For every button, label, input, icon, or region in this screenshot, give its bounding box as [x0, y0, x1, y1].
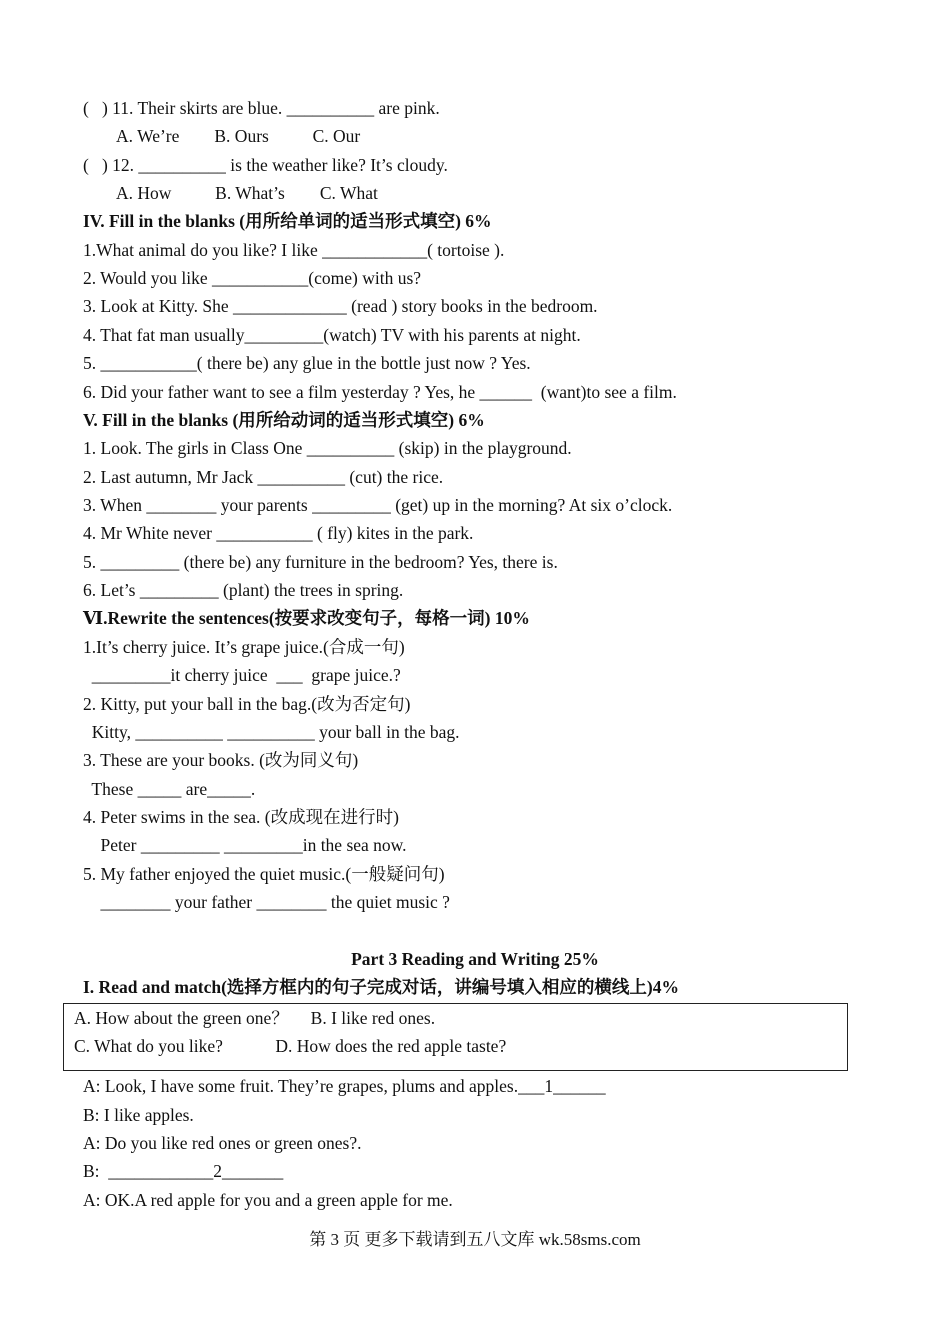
section-4-heading: IV. Fill in the blanks (用所给单词的适当形式填空) 6%: [83, 211, 492, 231]
section-6-heading: Ⅵ.Rewrite the sentences(按要求改变句子，每格一词) 10%: [83, 608, 530, 628]
section-6-line: 3. These are your books. (改为同义句): [83, 750, 359, 770]
section-6-line: 4. Peter swims in the sea. (改成现在进行时): [83, 807, 399, 827]
dialogue-line: B: I like apples.: [83, 1105, 194, 1125]
options-box-line-1: A. How about the green one？ B. I like red ones.: [74, 1008, 436, 1028]
section-4-item: 6. Did your father want to see a film yesterday ? Yes, he ______ (want)to see a film.: [83, 382, 677, 402]
section-6-line: ________ your father ________ the quiet music ?: [83, 892, 450, 912]
section-5-heading: V. Fill in the blanks (用所给动词的适当形式填空) 6%: [83, 410, 485, 430]
section-5-item: 3. When ________ your parents _________ (get) up in the morning? At six o’clock.: [83, 495, 673, 515]
section-6-line: These _____ are_____.: [83, 779, 256, 799]
question-12-options: A. How B. What’s C. What: [116, 183, 378, 203]
section-4-item: 5. ___________( there be) any glue in the bottle just now ? Yes.: [83, 353, 531, 373]
dialogue-line: A: Look, I have some fruit. They’re grapes, plums and apples.___1______: [83, 1076, 606, 1096]
dialogue-line: B: ____________2_______: [83, 1161, 284, 1181]
part-3-title: Part 3 Reading and Writing 25%: [351, 949, 599, 969]
section-6-line: 5. My father enjoyed the quiet music.(一般疑问句): [83, 864, 445, 884]
page-footer: 第 3 页 更多下载请到五八文库 wk.58sms.com: [309, 1230, 641, 1249]
section-5-item: 1. Look. The girls in Class One __________ (skip) in the playground.: [83, 438, 572, 458]
section-4-item: 2. Would you like ___________(come) with us?: [83, 268, 422, 288]
question-11: ( ) 11. Their skirts are blue. __________ are pink.: [83, 98, 440, 118]
section-6-line: 2. Kitty, put your ball in the bag.(改为否定句): [83, 694, 411, 714]
section-6-line: _________it cherry juice ___ grape juice.?: [83, 665, 401, 685]
question-11-options: A. We’re B. Ours C. Our: [116, 126, 361, 146]
section-4-item: 4. That fat man usually_________(watch) TV with his parents at night.: [83, 325, 581, 345]
section-4-item: 1.What animal do you like? I like ____________( tortoise ).: [83, 240, 505, 260]
options-box-line-2: C. What do you like? D. How does the red apple taste?: [74, 1036, 507, 1056]
section-6-line: Kitty, __________ __________ your ball in the bag.: [83, 722, 460, 742]
section-5-item: 4. Mr White never ___________ ( fly) kites in the park.: [83, 523, 474, 543]
section-6-line: Peter _________ _________in the sea now.: [83, 835, 407, 855]
section-5-item: 2. Last autumn, Mr Jack __________ (cut) the rice.: [83, 467, 444, 487]
dialogue-line: A: Do you like red ones or green ones?.: [83, 1133, 362, 1153]
section-5-item: 5. _________ (there be) any furniture in the bedroom? Yes, there is.: [83, 552, 558, 572]
section-6-line: 1.It’s cherry juice. It’s grape juice.(合成一句): [83, 637, 405, 657]
section-5-item: 6. Let’s _________ (plant) the trees in spring.: [83, 580, 404, 600]
part-3-heading: I. Read and match(选择方框内的句子完成对话，讲编号填入相应的横线上)4%: [83, 977, 679, 997]
question-12: ( ) 12. __________ is the weather like? It’s cloudy.: [83, 155, 448, 175]
dialogue-line: A: OK.A red apple for you and a green apple for me.: [83, 1190, 453, 1210]
section-4-item: 3. Look at Kitty. She _____________ (read ) story books in the bedroom.: [83, 296, 598, 316]
options-box: [63, 1003, 848, 1071]
